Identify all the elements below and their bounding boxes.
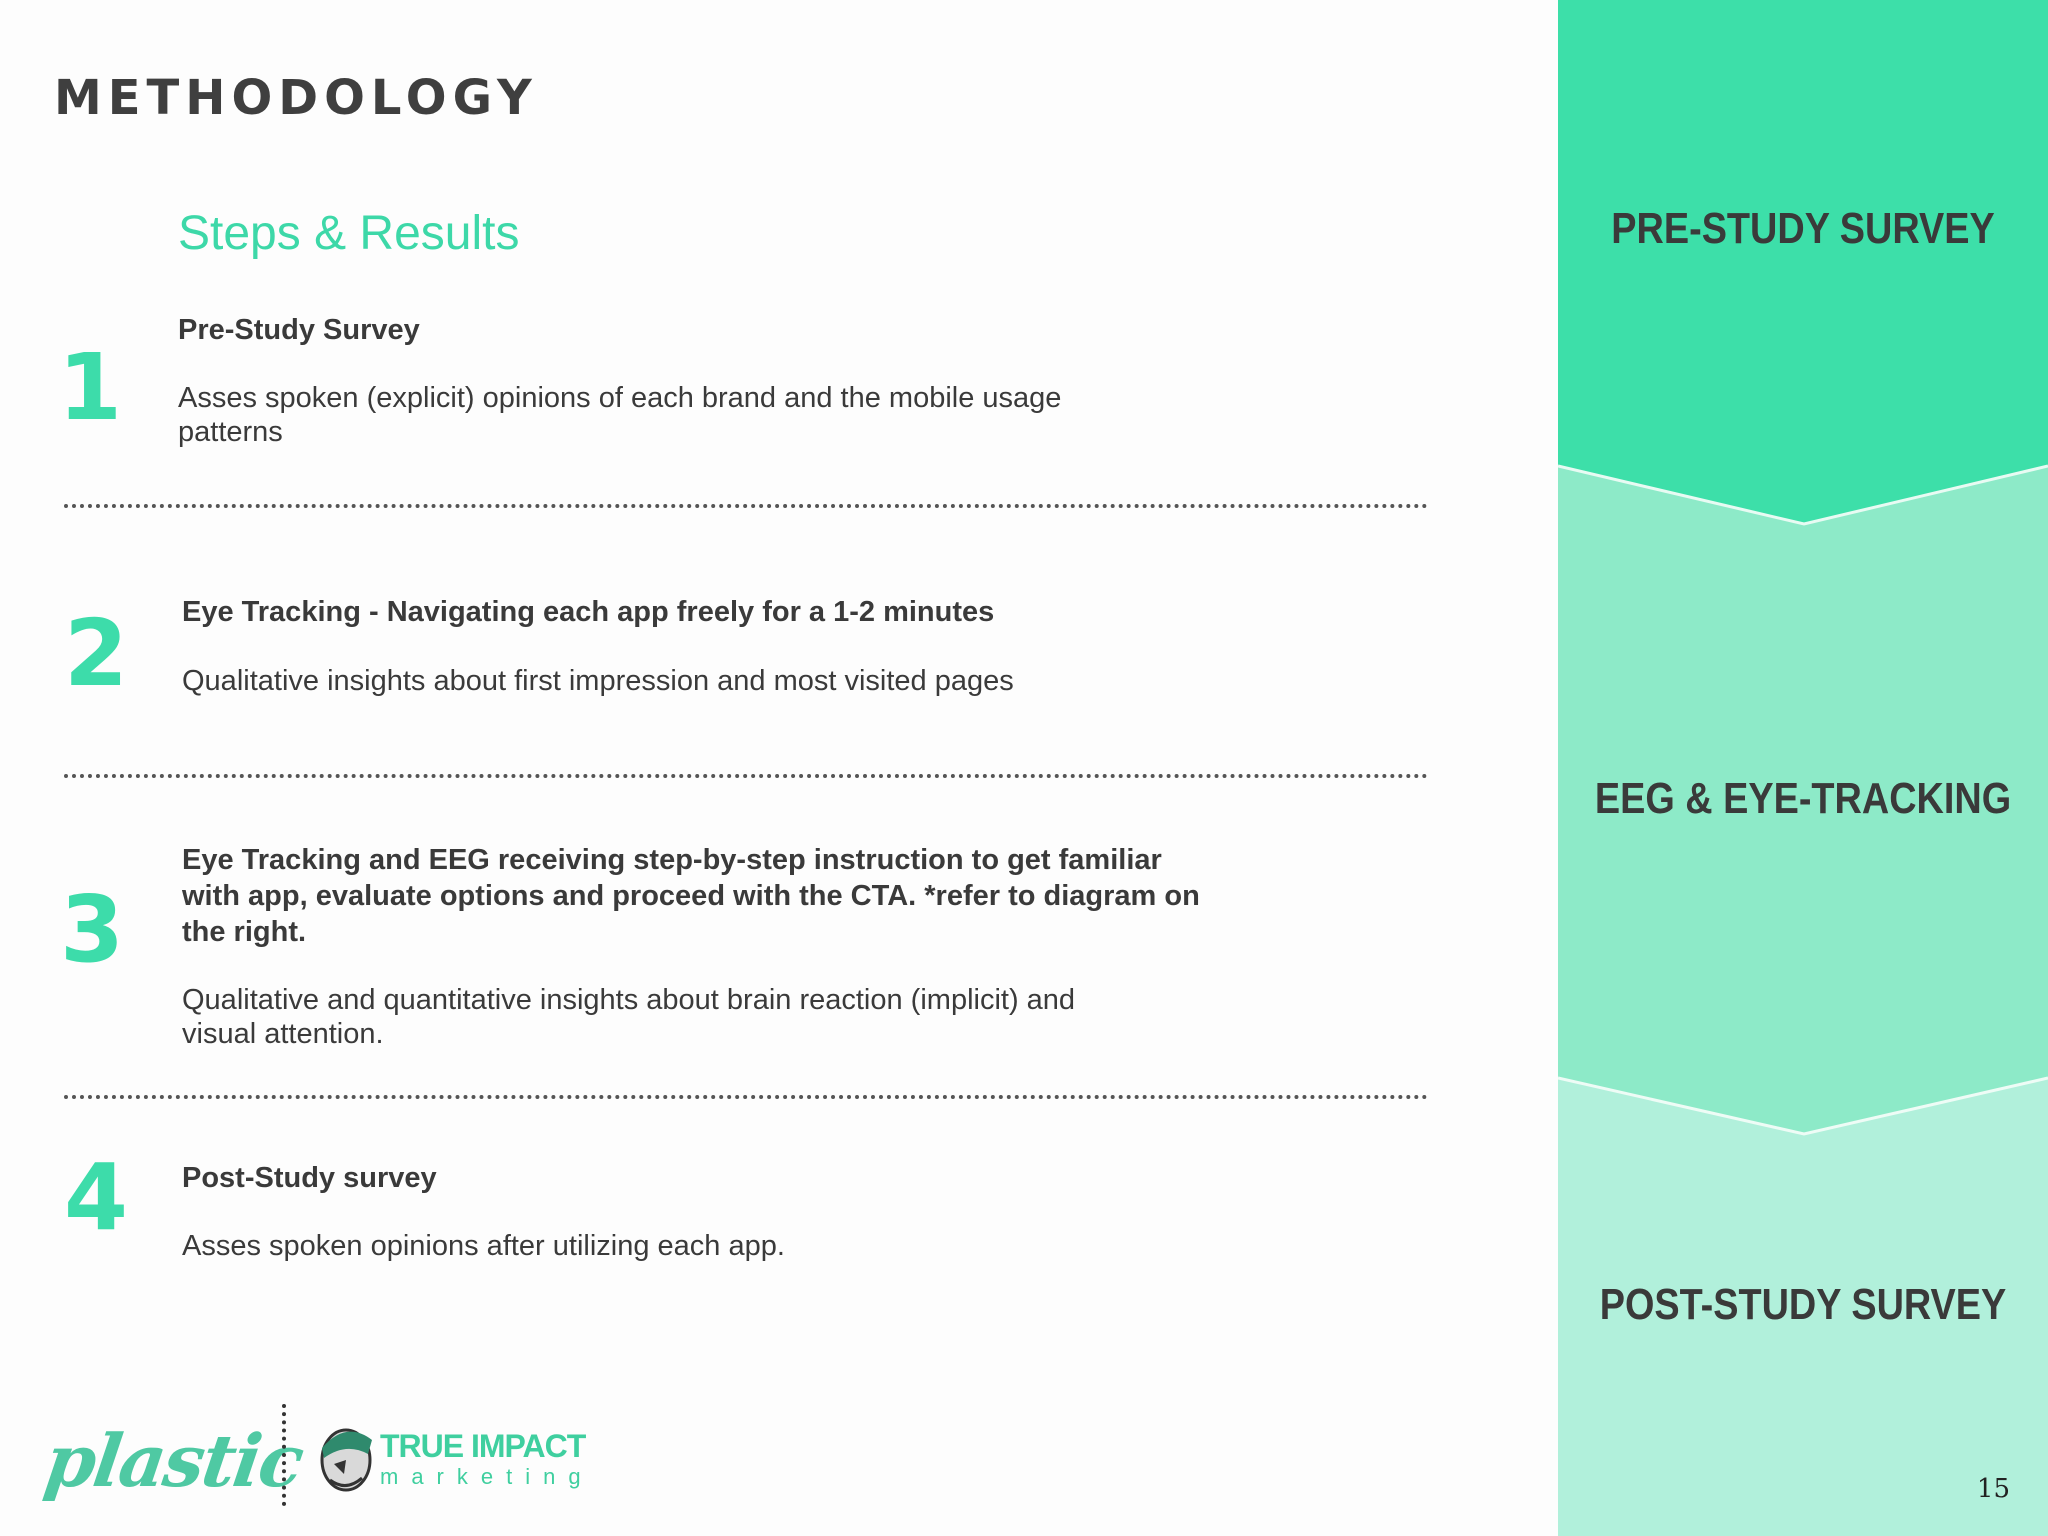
step-2-number: 2 — [64, 600, 129, 707]
step-divider — [64, 774, 1428, 778]
step-4-description: Asses spoken opinions after utilizing each app. — [182, 1230, 785, 1262]
true-impact-mascot-icon — [316, 1420, 376, 1496]
stage-3-label: POST-STUDY SURVEY — [1599, 1280, 2007, 1329]
stage-2-label: EEG & EYE-TRACKING — [1594, 774, 2012, 823]
true-impact-tagline: marketing — [380, 1464, 594, 1489]
step-3-description: Qualitative and quantitative insights about brain reaction (implicit) and visual attention. — [182, 984, 1076, 1050]
stage-1-block — [1558, 0, 2048, 524]
step-4-heading: Post-Study survey — [182, 1162, 437, 1194]
step-4-number: 4 — [64, 1144, 129, 1251]
step-3-number: 3 — [60, 876, 125, 983]
step-divider — [64, 504, 1428, 508]
stage-1-label: PRE-STUDY SURVEY — [1611, 204, 1995, 253]
step-2-heading: Eye Tracking - Navigating each app freely for a 1-2 minutes — [182, 596, 995, 628]
step-divider — [64, 1095, 1428, 1099]
step-1-number: 1 — [58, 334, 123, 441]
logo-divider — [282, 1404, 286, 1506]
plastic-logo: plastic — [40, 1418, 308, 1503]
section-subtitle: Steps & Results — [178, 207, 520, 260]
step-3-heading: Eye Tracking and EEG receiving step-by-step instruction to get familiar with app, evaluate options and proceed with the CTA. *refer to diagram on the right. — [182, 844, 1200, 948]
footer-logos — [40, 1400, 606, 1510]
page-title: METHODOLOGY — [54, 70, 538, 126]
process-flow-diagram — [1558, 0, 2048, 1536]
page-number: 15 — [1976, 1474, 2010, 1504]
step-1-heading: Pre-Study Survey — [178, 314, 420, 346]
true-impact-wordmark: TRUE IMPACT — [380, 1428, 586, 1464]
step-2-description: Qualitative insights about first impression and most visited pages — [182, 665, 1014, 697]
step-1-description: Asses spoken (explicit) opinions of each brand and the mobile usage patterns — [178, 382, 1062, 448]
